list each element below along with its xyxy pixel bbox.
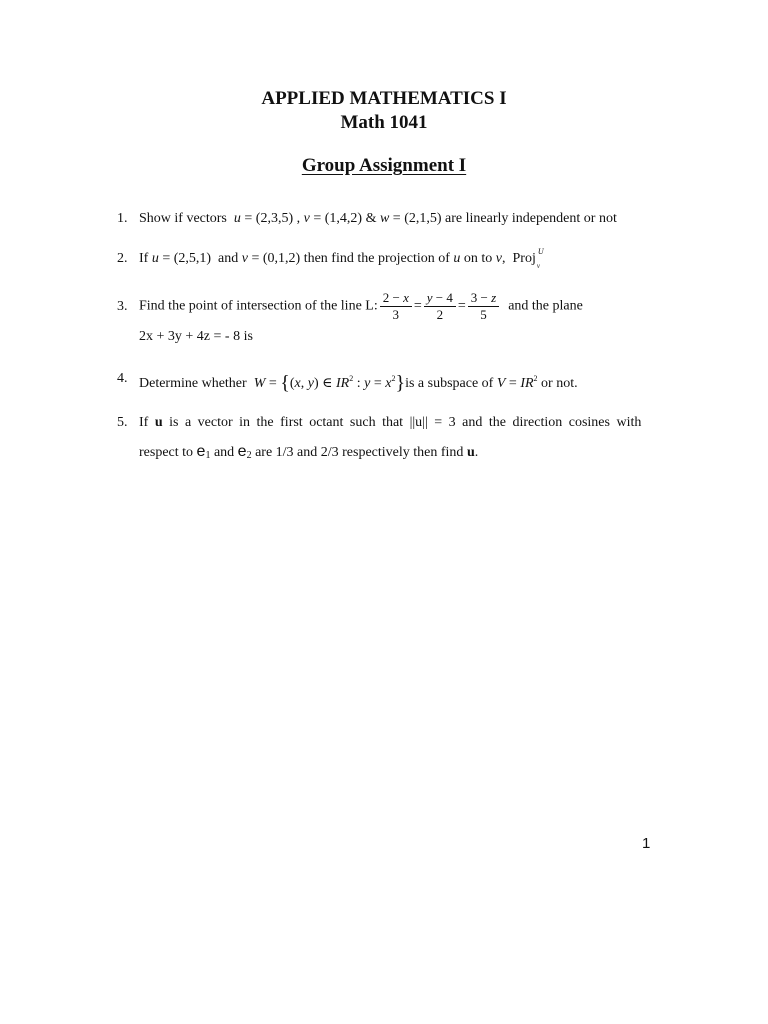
question-text: Show if vectors u = (2,3,5) , v = (1,4,2) & w = (2,1,5) are linearly independent or not [139,211,617,226]
question-text: If u = (2,5,1) and v = (0,1,2) then find the projection of u on to v, Proj U v [139,247,544,270]
fraction: $\frac{3 - z}{5}$ [468,290,499,323]
fraction: $\frac{y - 4}{2}$ [424,290,456,323]
fraction: $\frac{2 - x}{3}$ [380,290,412,323]
page-number: 1 [642,835,651,852]
question-text: Find the point of intersection of the line L: $\frac{2 - x}{3}$ = $\frac{y - 4}{2}$ = $\frac{3 - z}{5}$ and the plane [139,290,583,322]
assignment-heading: Group Assignment I [301,155,467,176]
question-text-continued: respect to e1 and e2 are 1/3 and 2/3 respectively then find u. [139,443,479,461]
question-number: 2. [117,251,128,266]
course-code: Math 1041 [340,112,428,133]
question-text: If u is a vector in the first octant such that ||u|| = 3 and the direction cosines with [139,415,642,430]
question-number: 3. [117,299,128,314]
document-title: APPLIED MATHEMATICS I [261,88,507,109]
question-number: 5. [117,415,128,430]
question-text-continued: 2x + 3y + 4z = - 8 is [139,329,253,344]
question-number: 1. [117,211,128,226]
question-number: 4. [117,371,128,386]
question-text: Determine whether W = {(x, y) ∈ $IR^2$ : $y = x^2\}is$ a subspace of $V = IR^2$ or not. [139,372,578,394]
